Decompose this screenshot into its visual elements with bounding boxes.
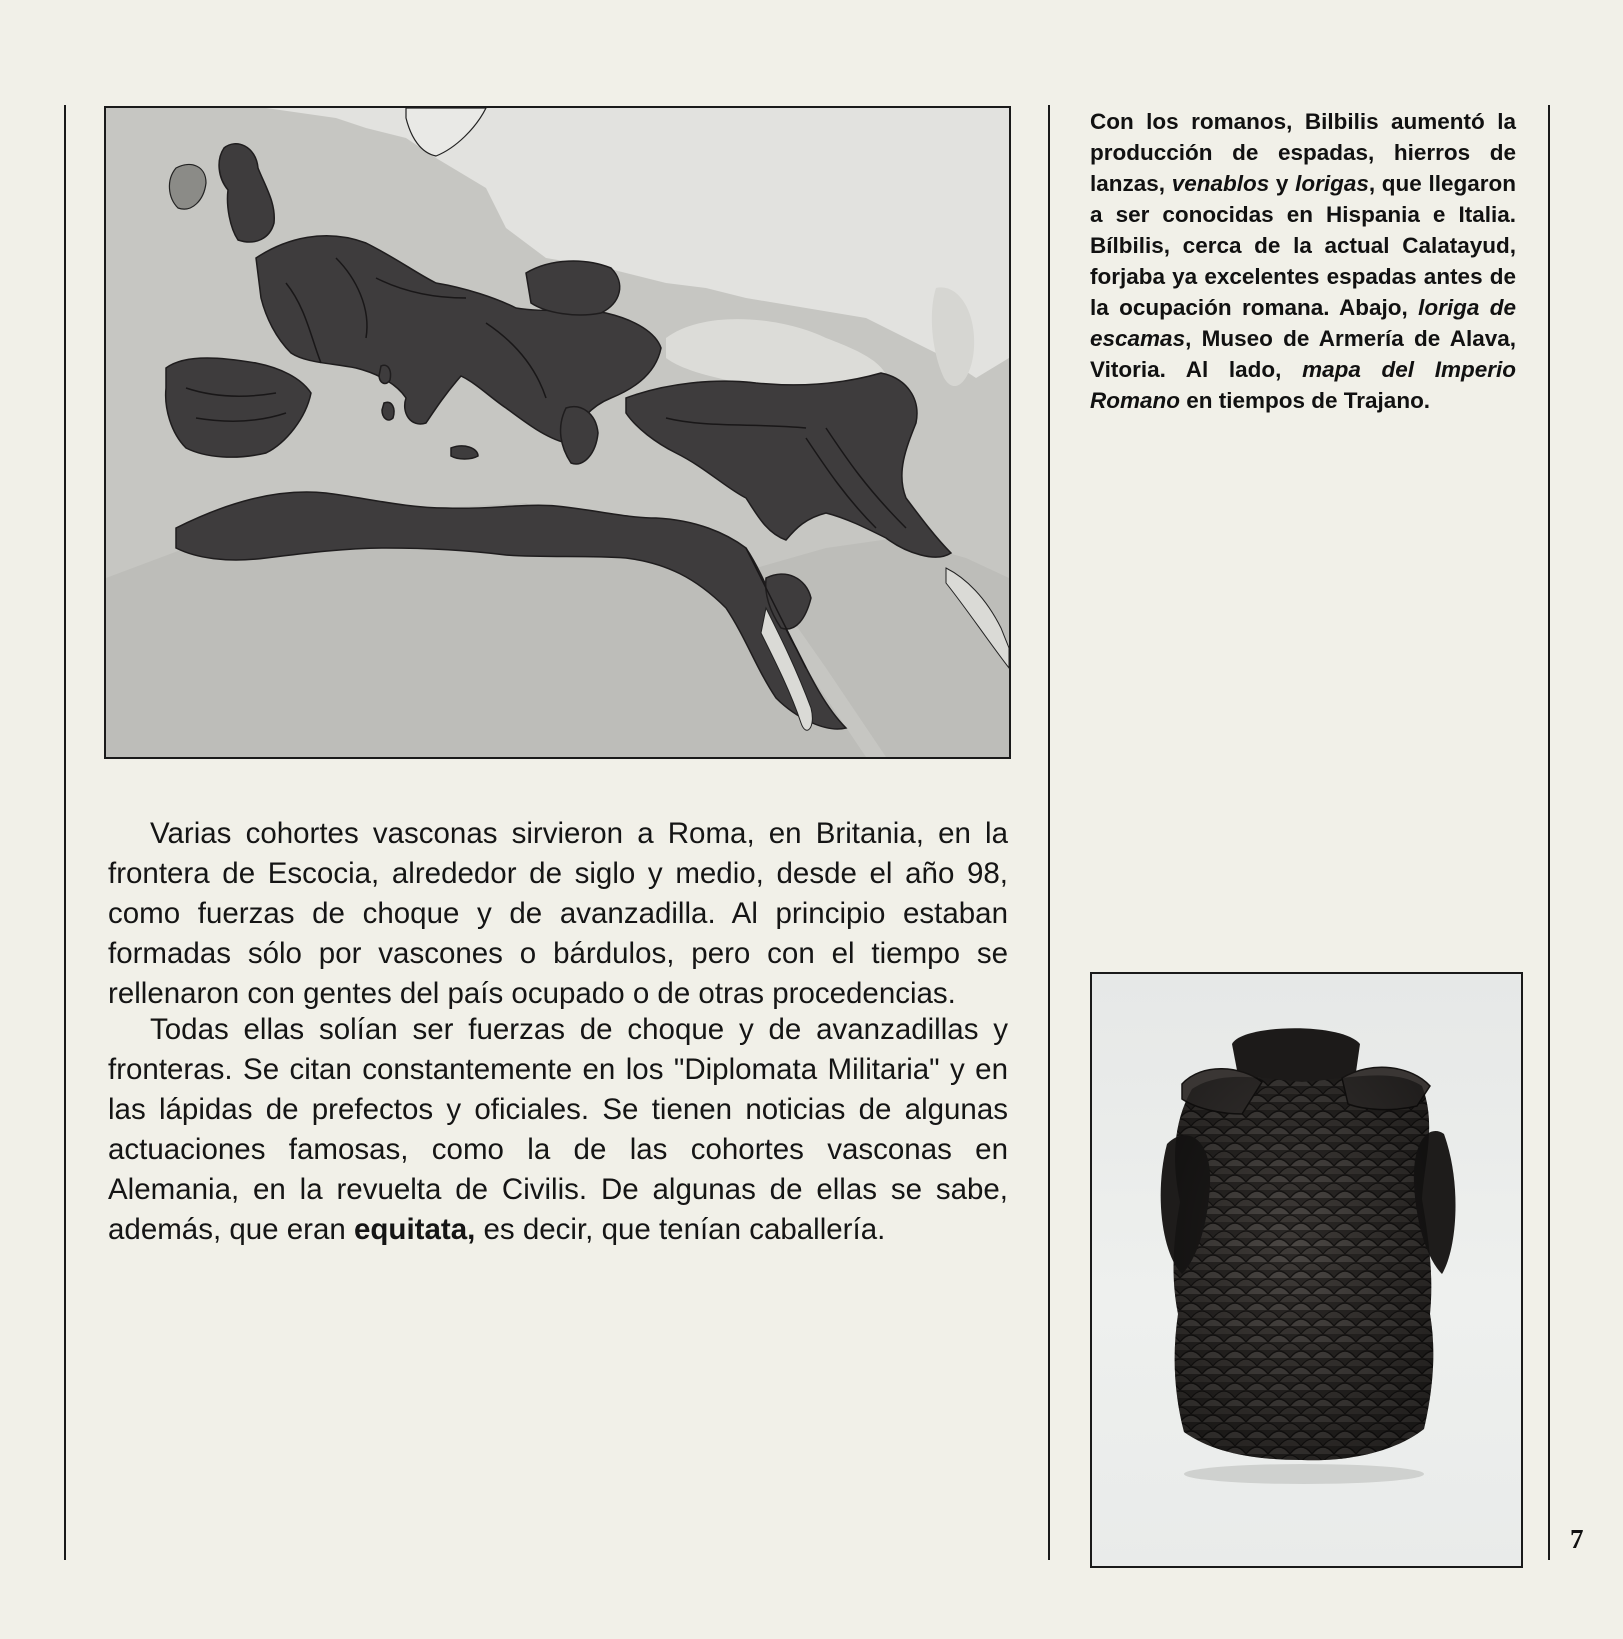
right-column-rule — [1548, 105, 1550, 1560]
middle-column-rule — [1048, 105, 1050, 1560]
roman-empire-map — [104, 106, 1011, 759]
caption-text-3: , que llegaron a ser conocidas en Hispania e Italia. Bílbilis, cerca de la actual Calatayud, forjaba ya excelentes espadas antes de la ocupación romana. Abajo, — [1090, 171, 1516, 320]
paragraph-2-text-start: Todas ellas solían ser fuerzas de choque y de avanzadillas y fronteras. Se citan constantemente en los "Diplomata Militaria" y en las lápidas de prefectos y oficiales. Se tienen noticias de algunas actuaciones famosas, como la de las cohortes vasconas en Alemania, en la revuelta de Civilis. De algunas de ellas se sabe, además, que eran — [108, 1013, 1008, 1246]
map-drawing — [106, 108, 1009, 757]
caption-text-1: Con los romanos, Bilbilis aumentó la producción de espadas, hierros de lanzas, — [1090, 109, 1516, 196]
caption-text-2: y — [1269, 171, 1296, 196]
body-paragraph-1 — [108, 814, 1008, 1014]
paragraph-2-text-end: es decir, que tenían caballería. — [475, 1213, 886, 1246]
page-number: 7 — [1570, 1524, 1584, 1554]
caption-text-5: en tiempos de Trajano. — [1180, 388, 1431, 413]
body-paragraph-2 — [108, 1010, 1008, 1250]
caption-text-4: , Museo de Armería de Alava, Vitoria. Al lado, — [1090, 326, 1516, 382]
body-paragraph-1-text: Varias cohortes vasconas sirvieron a Roma, en Britania, en la frontera de Escocia, alrededor de siglo y medio, desde el año 98, como fuerzas de choque y de avanzadilla. Al principio estaban formadas sólo por vascones o bárdulos, pero con el tiempo se rellenaron con gentes del país ocupado o de otras procedencias. — [108, 817, 1008, 1010]
caption-italic-lorigas: lorigas — [1295, 171, 1369, 196]
scale-armor-photo — [1090, 972, 1523, 1568]
equitata-term: equitata, — [354, 1213, 476, 1246]
body-paragraph-2-text — [108, 1010, 1008, 1250]
caption-italic-mapa: mapa del Imperio Romano — [1090, 357, 1516, 413]
caption-italic-loriga-de-escamas: loriga de escamas — [1090, 295, 1516, 351]
caption-italic-venablos: venablos — [1171, 171, 1270, 196]
sidebar-caption — [1090, 106, 1516, 416]
scale-armor-drawing — [1092, 974, 1521, 1566]
left-column-rule — [64, 105, 66, 1560]
